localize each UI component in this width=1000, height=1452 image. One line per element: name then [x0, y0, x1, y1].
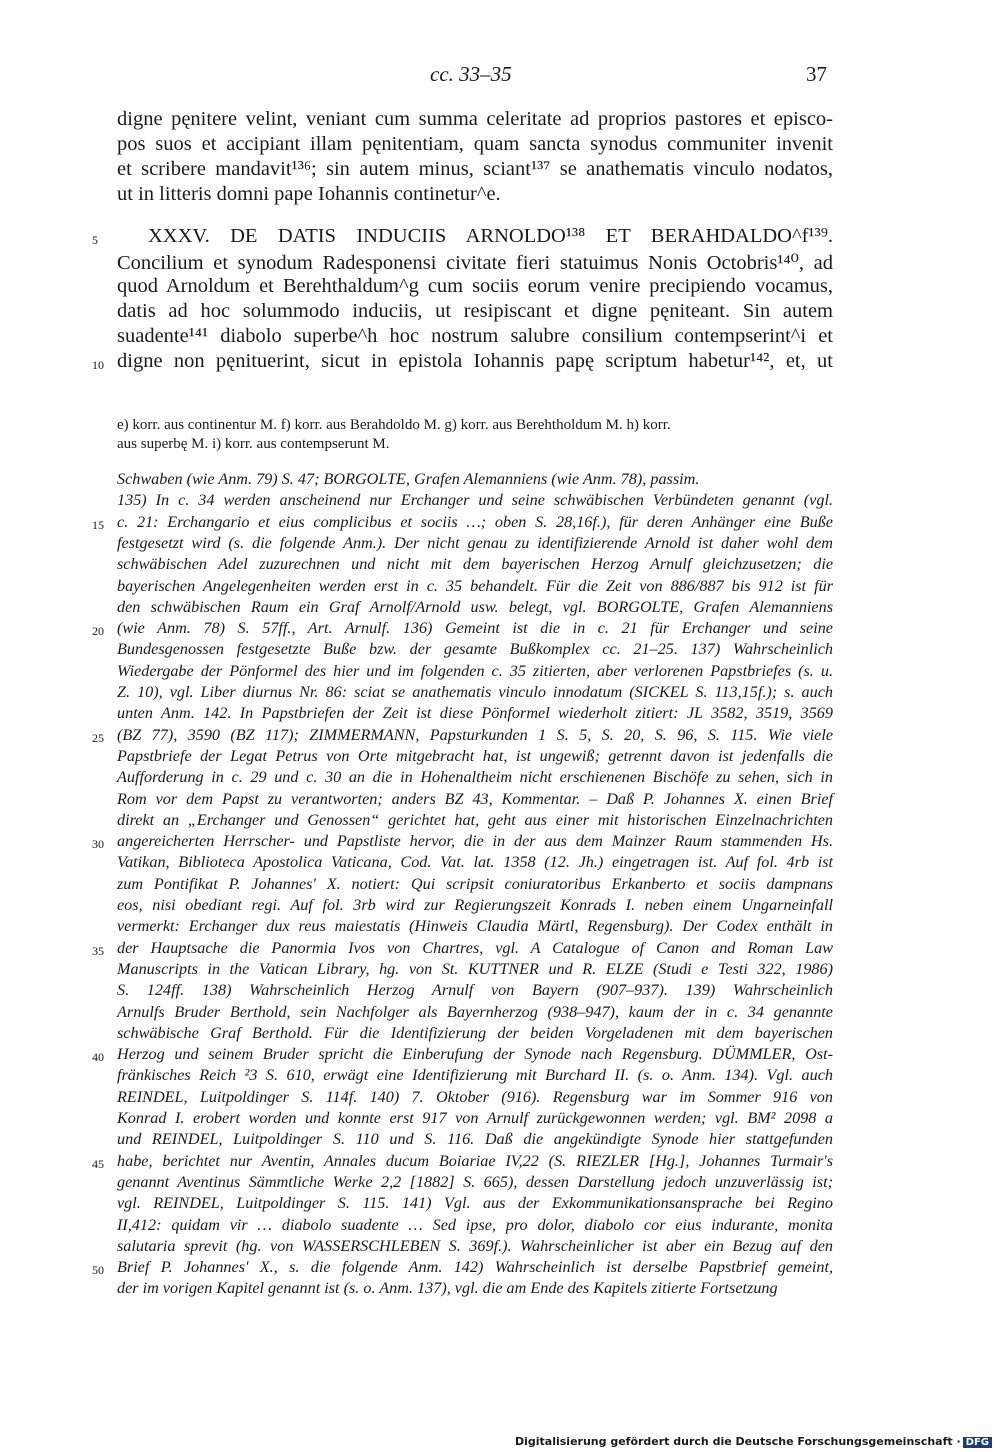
- note-line: Aufforderung in c. 29 und c. 30 an die in Hohenaltheim nicht erschienenen Bischöfe zu sehen, sich in: [117, 768, 833, 787]
- note-line: angereicherten Herrscher- und Papstliste hervor, die in der aus dem Mainzer Raum stammenden Hs.: [117, 832, 833, 851]
- note-line: Brief P. Johannes' X., s. die folgende Anm. 142) Wahrscheinlich ist derselbe Papstbrief gemeint,: [117, 1258, 833, 1277]
- note-line: Schwaben (wie Anm. 79) S. 47; BORGOLTE, Grafen Alemanniens (wie Anm. 78), passim.: [117, 470, 700, 488]
- note-line: direkt an „Erchanger und Genossen“ gerichtet hat, geht aus einer mit historischen Einzelnachrichten: [117, 810, 833, 829]
- note-line: salutaria sprevit (hg. von WASSERSCHLEBEN S. 369f.). Wahrscheinlicher ist aber ein Bezug auf den: [117, 1236, 833, 1255]
- line-number: 40: [92, 1050, 104, 1065]
- digitization-credit: [515, 1435, 992, 1448]
- note-line: vgl. REINDEL, Luitpoldinger S. 115. 141) Vgl. aus der Exkommunikationsansprache bei Regino: [117, 1194, 833, 1213]
- line-number: 10: [92, 358, 104, 372]
- main-line: Concilium et synodum Radesponensi civitate fieri statuimus Nonis Octobris¹⁴⁰, ad: [117, 252, 833, 274]
- note-line: unten Anm. 142. In Papstbriefen der Zeit ist diese Pönformel wiederholt zitiert: JL 3582, 3519, 3569: [117, 704, 833, 723]
- note-line: S. 124ff. 138) Wahrscheinlich Herzog Arnulf von Bayern (907–937). 139) Wahrscheinlich: [117, 981, 833, 1000]
- credit-text: Digitalisierung gefördert durch die Deutsche Forschungsgemeinschaft ·: [514, 1435, 961, 1448]
- note-line: (BZ 77), 3590 (BZ 117); ZIMMERMANN, Papsturkunden 1 S. 5, S. 20, S. 96, S. 115. Wie viele: [117, 725, 833, 744]
- running-header-title: cc. 33–35: [430, 62, 512, 86]
- line-number: 30: [92, 837, 104, 852]
- note-line: den schwäbischen Raum ein Graf Arnolf/Arnold usw. belegt, vgl. BORGOLTE, Grafen Alemanniens: [117, 597, 833, 616]
- line-number: 5: [92, 233, 98, 247]
- note-line: schwäbischen Adel zuzurechnen und nicht mit dem bayerischen Herzog Arnulf gleichzusetzen; die: [117, 555, 833, 574]
- main-line: digne non pęnituerint, sicut in epistola Iohannis papę scriptum habetur¹⁴², et, ut: [117, 350, 833, 372]
- main-line: pos suos et accipiant illam pęnitentiam, quam sancta synodus communiter invenit: [117, 133, 833, 155]
- note-line: habe, berichtet nur Aventin, Annales ducum Boiariae IV,22 (S. RIEZLER [Hg.], Johannes Turmair's: [117, 1151, 833, 1170]
- line-number: 45: [92, 1156, 104, 1171]
- note-line: schwäbische Graf Berthold. Für die Identifizierung der beiden Vorgeladenen mit dem bayerischen: [117, 1023, 833, 1042]
- main-line: datis ad hoc solummodo induciis, ut resipiscant et digne pęniteant. Sin autem: [117, 300, 833, 322]
- main-line: suadente¹⁴¹ diabolo superbe^h hoc nostrum salubre consilium contempserint^i et: [117, 325, 833, 347]
- note-line: 135) In c. 34 werden anscheinend nur Erchanger und seine schwäbischen Verbündeten genannt (vgl.: [117, 491, 833, 510]
- main-line: et scribere mandavit¹³⁶; sin autem minus, sciant¹³⁷ se anathematis vinculo nodatos,: [117, 158, 833, 180]
- line-number: 50: [92, 1263, 104, 1278]
- page-number: 37: [806, 62, 827, 86]
- dfg-logo: DFG: [963, 1437, 992, 1448]
- note-line: der Hauptsache die Panormia Ivos von Chartres, vgl. A Catalogue of Canon and Roman Law: [117, 938, 833, 957]
- note-line: (wie Anm. 78) S. 57ff., Art. Arnulf. 136) Gemeint ist die in c. 21 für Erchanger und seine: [117, 619, 833, 638]
- note-line: genannt Aventinus Sämmtliche Werke 2,2 [1882] S. 665), dessen Darstellung jedoch unzuverlässig ist;: [117, 1172, 833, 1191]
- note-line: bayerischen Angelegenheiten werden erst in c. 35 behandelt. Für die Zeit von 886/887 bis 912 ist für: [117, 576, 833, 595]
- note-line: Papstbriefe der Legat Petrus von Orte mitgebracht hat, ist ungewiß; getrennt davon ist jedenfalls die: [117, 746, 833, 765]
- note-line: Herzog und seinem Bruder spricht die Einberufung der Synode nach Regensburg. DÜMMLER, Ost-: [117, 1045, 833, 1064]
- note-line: zum Pontifikat P. Johannes' X. notiert: Qui scripsit coniuratoribus Erkanberto et sociis dampnans: [117, 874, 833, 893]
- note-line: und REINDEL, Luitpoldinger S. 110 und S. 116. Daß die angekündigte Synode hier stattgefunden: [117, 1130, 833, 1149]
- main-line: quod Arnoldum et Berehthaldum^g cum sociis eorum venire precipiendo vocamus,: [117, 275, 833, 297]
- main-line: digne pęnitere velint, veniant cum summa celeritate ad proprios pastores et episco-: [117, 108, 833, 130]
- note-line: Arnulfs Bruder Berthold, sein Nachfolger als Bayernherzog (938–947), kaum der in c. 34 genannte: [117, 1002, 833, 1021]
- note-line: Vatikan, Biblioteca Apostolica Vaticana, Cod. Vat. lat. 1358 (12. Jh.) eingetragen ist. Auf fol. 4rb ist: [117, 853, 833, 872]
- note-line: Bundesgenossen festgesetzte Buße bzw. der gesamte Bußkomplex cc. 21–25. 137) Wahrscheinlich: [117, 640, 833, 659]
- chapter-heading: XXXV. DE DATIS INDUCIIS ARNOLDO¹³⁸ ET BERAHDALDO^f¹³⁹.: [148, 225, 833, 247]
- line-number: 15: [92, 517, 104, 532]
- note-line: fränkisches Reich ²3 S. 610, erwägt eine Identifizierung mit Burchard II. (s. o. Anm. 134). Vgl. auch: [117, 1066, 833, 1085]
- note-line: der im vorigen Kapitel genannt ist (s. o. Anm. 137), vgl. die am Ende des Kapitels zitierte Fortsetzung: [117, 1279, 778, 1298]
- note-line: Konrad I. erobert worden und konnte erst 917 von Arnulf zurückgewonnen werden; vgl. BM² 2098 a: [117, 1109, 833, 1127]
- main-line: ut in litteris domni pape Iohannis continetur^e.: [117, 183, 501, 205]
- note-line: II,412: quidam vir … diabolo suadente … Sed ipse, pro dolor, diabolo cor eius indurante, monita: [117, 1215, 833, 1234]
- note-line: festgesetzt wird (s. die folgende Anm.). Der nicht genau zu identifizierende Arnold ist daher wohl dem: [117, 533, 833, 552]
- line-number: 20: [92, 624, 104, 639]
- line-number: 25: [92, 730, 104, 745]
- note-line: eos, nisi obediant regi. Auf fol. 3rb wird zur Regierungszeit Konrads I. neben einem Ungarneinfall: [117, 896, 833, 914]
- note-line: Rom vor dem Papst zu verantworten; anders BZ 43, Kommentar. – Daß P. Johannes X. einen Brief: [117, 789, 833, 808]
- apparatus-line: e) korr. aus continentur M. f) korr. aus Berahdoldo M. g) korr. aus Berehtholdum M. h) korr.: [117, 417, 671, 433]
- note-line: c. 21: Erchangario et eius complicibus et sociis …; oben S. 28,16f.), für deren Anhänger eine Buße: [117, 512, 833, 531]
- note-line: REINDEL, Luitpoldinger S. 114f. 140) 7. Oktober (916). Regensburg war im Sommer 916 von: [117, 1087, 833, 1106]
- note-line: Z. 10), vgl. Liber diurnus Nr. 86: sciat se anathematis vinculo innodatum (SICKEL S. 113,15f.); s. auch: [117, 683, 833, 701]
- note-line: vermerkt: Erchanger dux reus maiestatis (Hinweis Claudia Märtl, Regensburg). Der Codex enthält in: [117, 917, 833, 936]
- note-line: Wiedergabe der Pönformel des hier und im folgenden c. 35 zitierten, aber verlorenen Papstbriefes (s. u.: [117, 661, 833, 680]
- apparatus-line: aus superbę M. i) korr. aus contempserunt M.: [117, 436, 390, 452]
- line-number: 35: [92, 943, 104, 958]
- note-line: Manuscripts in the Vatican Library, hg. von St. KUTTNER und R. ELZE (Studi e Testi 322, 1986): [117, 959, 833, 978]
